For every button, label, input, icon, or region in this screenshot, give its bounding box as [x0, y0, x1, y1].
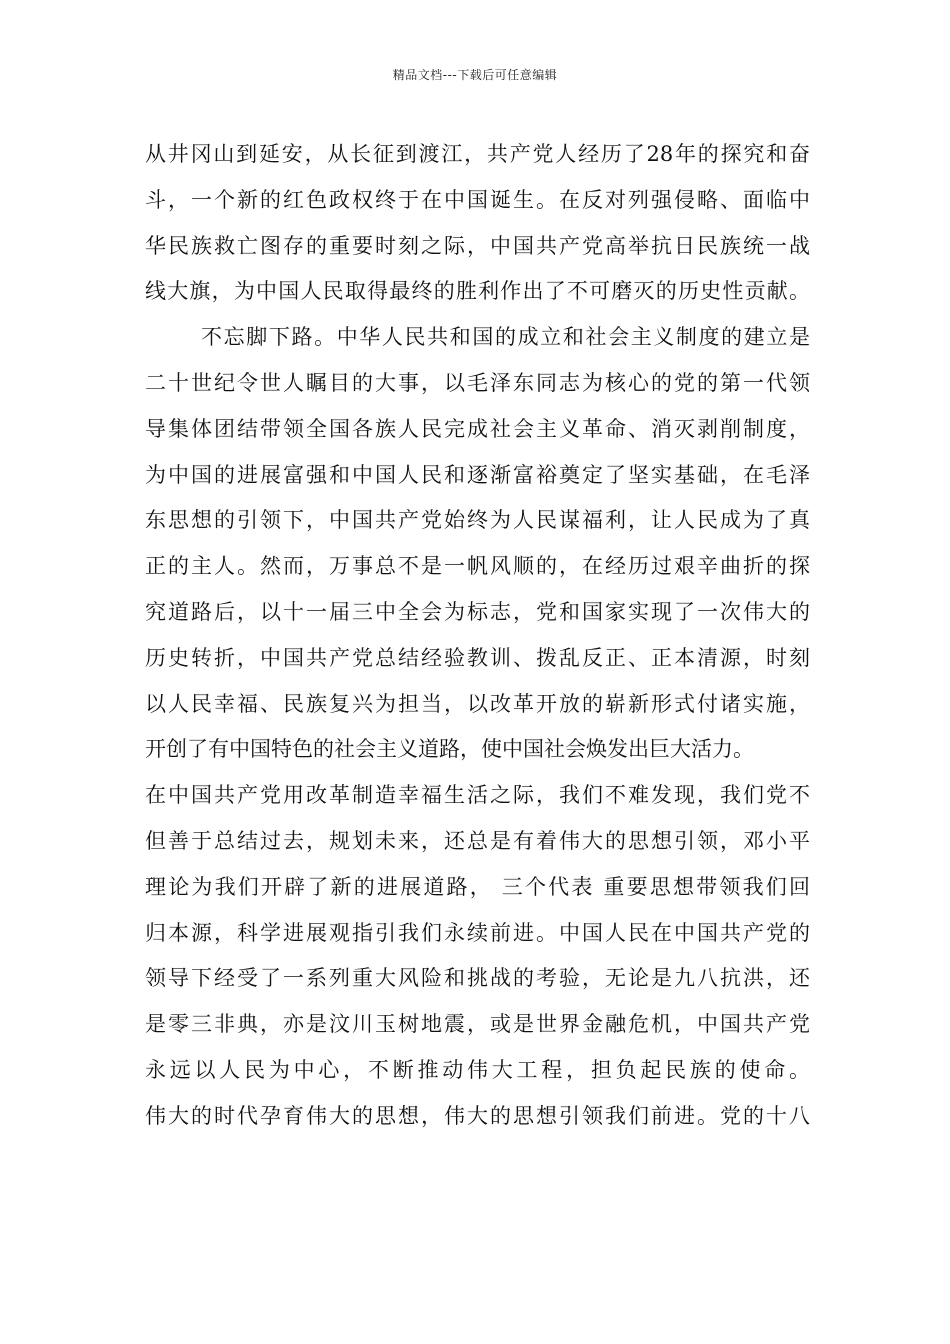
text-line: 以人民幸福、民族复兴为担当，以改革开放的崭新形式付诸实施， [145, 691, 810, 716]
text-line: 开创了有中国特色的社会主义道路，使中国社会焕发出巨大活力。 [145, 737, 754, 762]
page-header: 精品文档---下载后可任意编辑 [392, 68, 558, 82]
text-line: 但善于总结过去，规划未来，还总是有着伟大的思想引领，邓小平 [145, 828, 810, 853]
text-line: 究道路后，以十一届三中全会为标志，党和国家实现了一次伟大的 [145, 599, 810, 624]
text-line: 永远以人民为中心，不断推动伟大工程，担负起民族的使命。 [145, 1057, 810, 1082]
text-line: 线大旗，为中国人民取得最终的胜利作出了不可磨灭的历史性贡献。 [145, 279, 810, 304]
text-line: 理论为我们开辟了新的进展道路， 三个代表 重要思想带领我们回 [145, 874, 810, 899]
text-line: 历史转折，中国共产党总结经验教训、拨乱反正、正本清源，时刻 [145, 645, 810, 670]
body-text [145, 132, 810, 1140]
text-line: 导集体团结带领全国各族人民完成社会主义革命、消灭剥削制度， [145, 416, 810, 441]
text-line: 伟大的时代孕育伟大的思想，伟大的思想引领我们前进。党的十八 [145, 1103, 810, 1128]
text-line: 正的主人。然而，万事总不是一帆风顺的，在经历过艰辛曲折的探 [145, 554, 810, 579]
text-line: 从井冈山到延安，从长征到渡江，共产党人经历了28年的探究和奋 [145, 142, 810, 166]
text-line: 归本源，科学进展观指引我们永续前进。中国人民在中国共产党的 [145, 920, 810, 945]
text-line: 华民族救亡图存的重要时刻之际，中国共产党高举抗日民族统一战 [145, 233, 810, 258]
text-line: 在中国共产党用改革制造幸福生活之际，我们不难发现，我们党不 [145, 783, 810, 808]
text-line: 二十世纪令世人瞩目的大事，以毛泽东同志为核心的党的第一代领 [145, 370, 810, 395]
text-line: 领导下经受了一系列重大风险和挑战的考验，无论是九八抗洪，还 [145, 966, 810, 991]
text-line: 是零三非典，亦是汶川玉树地震，或是世界金融危机，中国共产党 [145, 1012, 810, 1037]
text-line: 为中国的进展富强和中国人民和逐渐富裕奠定了坚实基础，在毛泽 [145, 462, 810, 487]
text-line: 东思想的引领下，中国共产党始终为人民谋福利，让人民成为了真 [145, 508, 810, 533]
text-line: 不忘脚下路。中华人民共和国的成立和社会主义制度的建立是 [201, 325, 810, 350]
text-line: 斗，一个新的红色政权终于在中国诞生。在反对列强侵略、面临中 [145, 187, 810, 212]
